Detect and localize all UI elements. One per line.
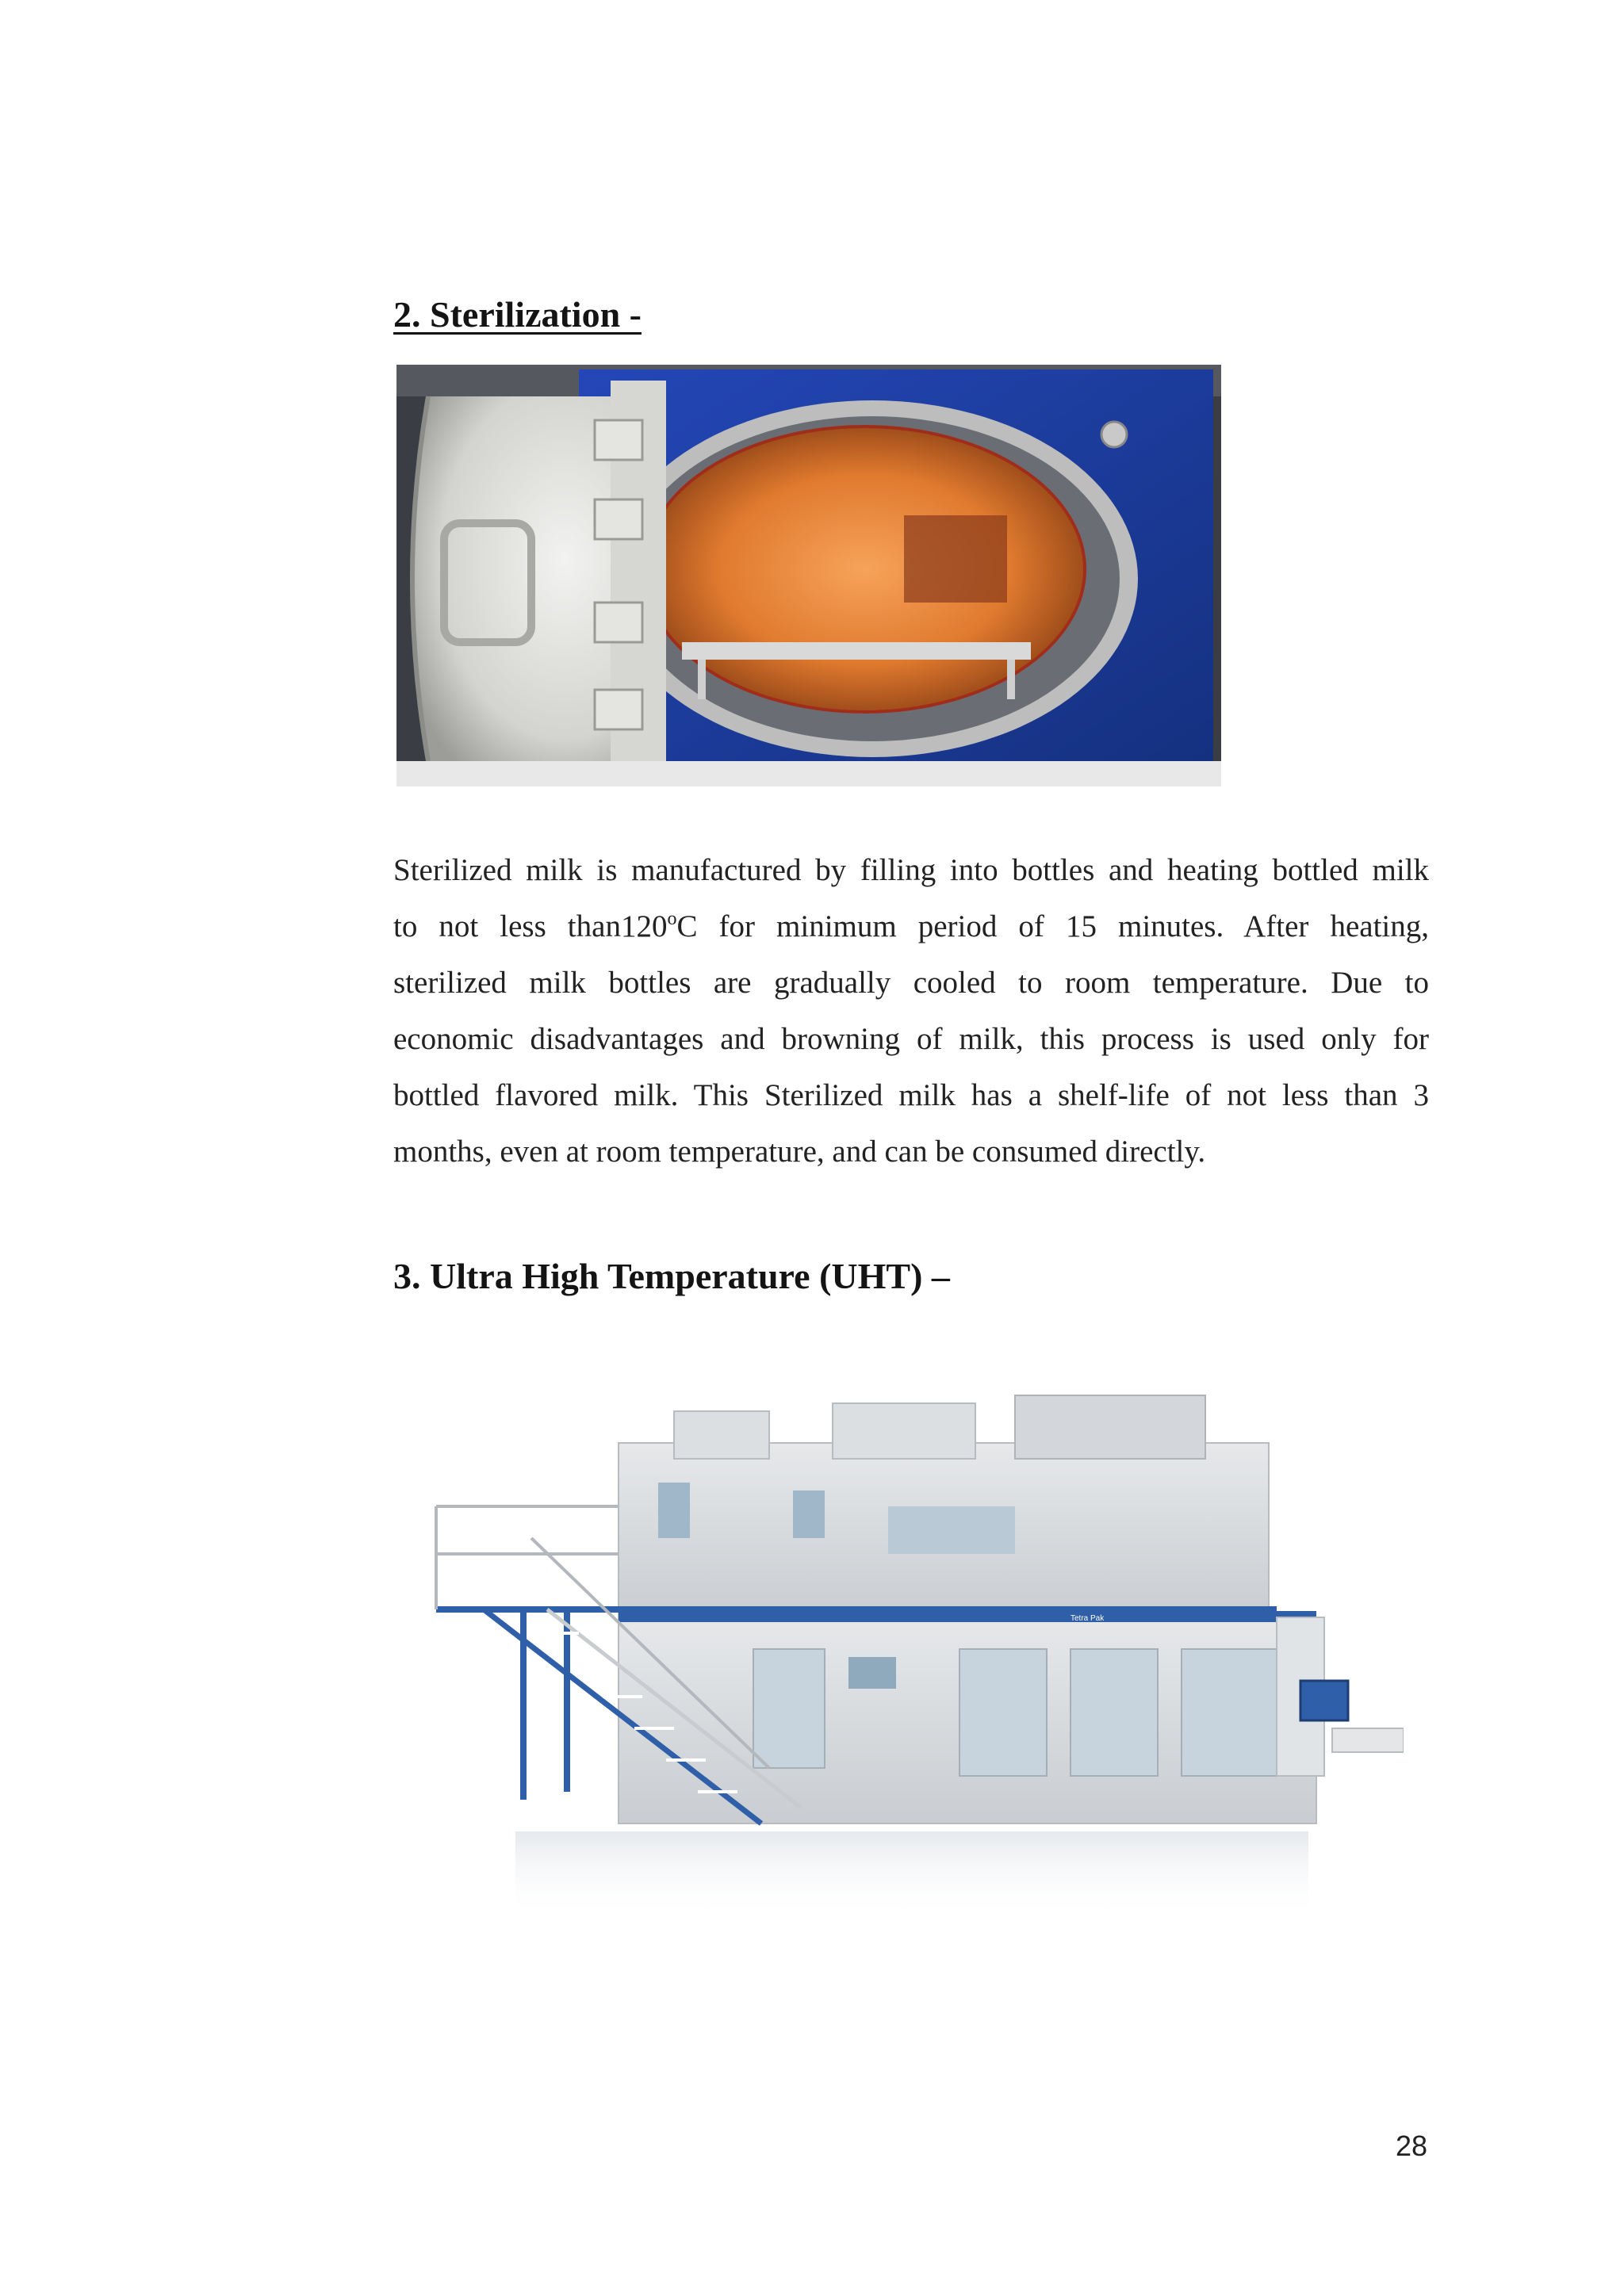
autoclave-photo — [396, 365, 1221, 786]
paragraph-line: months, even at room temperature, and can be consumed directly. — [393, 1135, 1206, 1169]
sterilization-paragraph — [393, 842, 1429, 1180]
section-heading-uht: 3. Ultra High Temperature (UHT) – — [393, 1256, 950, 1296]
machine-brand-label: Tetra Pak — [1071, 1614, 1105, 1623]
line-text: to not less than120 — [393, 909, 668, 943]
page-number: 28 — [1395, 2130, 1427, 2162]
paragraph-line — [393, 898, 1429, 955]
degree-superscript: o — [667, 909, 677, 929]
uht-machine-photo — [420, 1380, 1404, 1934]
section-heading-sterilization: 2. Sterilization - — [393, 294, 642, 335]
line-text: C for minimum period of 15 minutes. After heating, — [676, 909, 1429, 943]
paragraph-line: Sterilized milk is manufactured by filling into bottles and heating bottled milk — [393, 853, 1429, 887]
paragraph-line: bottled flavored milk. This Sterilized milk has a shelf-life of not less than 3 — [393, 1078, 1429, 1112]
paragraph-line: economic disadvantages and browning of milk, this process is used only for — [393, 1022, 1429, 1056]
paragraph-line: sterilized milk bottles are gradually cooled to room temperature. Due to — [393, 966, 1429, 1000]
